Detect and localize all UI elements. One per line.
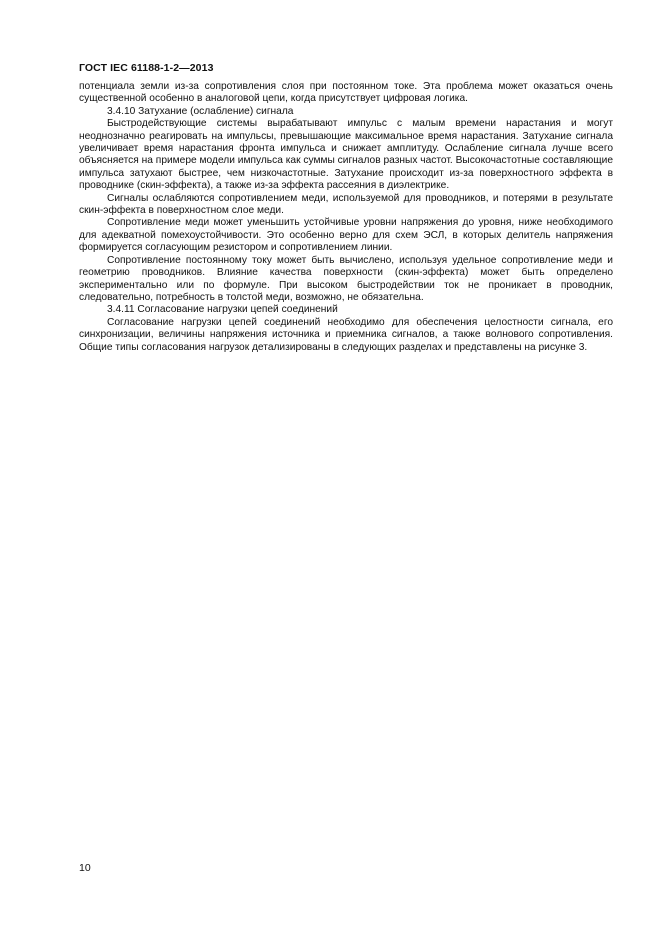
paragraph-load-matching: Согласование нагрузки цепей соединений необходимо для обеспечения целостности сигнала, его синхронизации, величины напряжения источника и приемника сигналов, а также волнового сопротивления. Общие типы согласования нагрузок детализированы в следующих разделах и представлены на рисунке 3. — [79, 316, 613, 353]
page-number: 10 — [79, 862, 91, 874]
paragraph-continuation: потенциала земли из-за сопротивления слоя при постоянном токе. Эта проблема может оказаться очень существенной особенно в аналоговой цепи, когда присутствует цифровая логика. — [79, 81, 613, 105]
document-body — [79, 81, 613, 354]
document-header: ГОСТ IEC 61188-1-2—2013 — [79, 62, 214, 74]
paragraph-copper-losses: Сигналы ослабляются сопротивлением меди, используемой для проводников, и потерями в результате скин-эффекта в поверхностном слое меди. — [79, 192, 613, 217]
paragraph-dc-resistance: Сопротивление постоянному току может быть вычислено, используя удельное сопротивление меди и геометрию проводников. Влияние качества поверхности (скин-эффекта) может быть определено экспериментально или по формуле. При высоком быстродействии ток не проникает в проводник, следовательно, потребность в толстой меди, возможно, не обязательна. — [79, 254, 613, 303]
section-heading-3-4-10: 3.4.10 Затухание (ослабление) сигнала — [107, 105, 294, 117]
paragraph-signal-attenuation: Быстродействующие системы вырабатывают импульс с малым времени нарастания и могут неоднозначно реагировать на импульсы, превышающие максимальное время нарастания. Затухание сигнала увеличивает время нарастания фронта импульса и снижает амплитуду. Ослабление сигнала лучше всего объясняется на примере модели импульса как суммы сигналов разных частот. Высокочастотные составляющие импульса затухают быстрее, чем низкочастотные. Затухание происходит из-за поверхностного эффекта в проводнике (скин-эффекта), а также из-за эффекта рассеяния в диэлектрике. — [79, 118, 613, 192]
paragraph-copper-resistance: Сопротивление меди может уменьшить устойчивые уровни напряжения до уровня, ниже необходимого для адекватной помехоустойчивости. Это особенно верно для схем ЭСЛ, в которых делитель напряжения формируется согласующим резистором и сопротивлением линии. — [79, 217, 613, 254]
section-heading-3-4-11: 3.4.11 Согласование нагрузки цепей соединений — [107, 304, 338, 316]
